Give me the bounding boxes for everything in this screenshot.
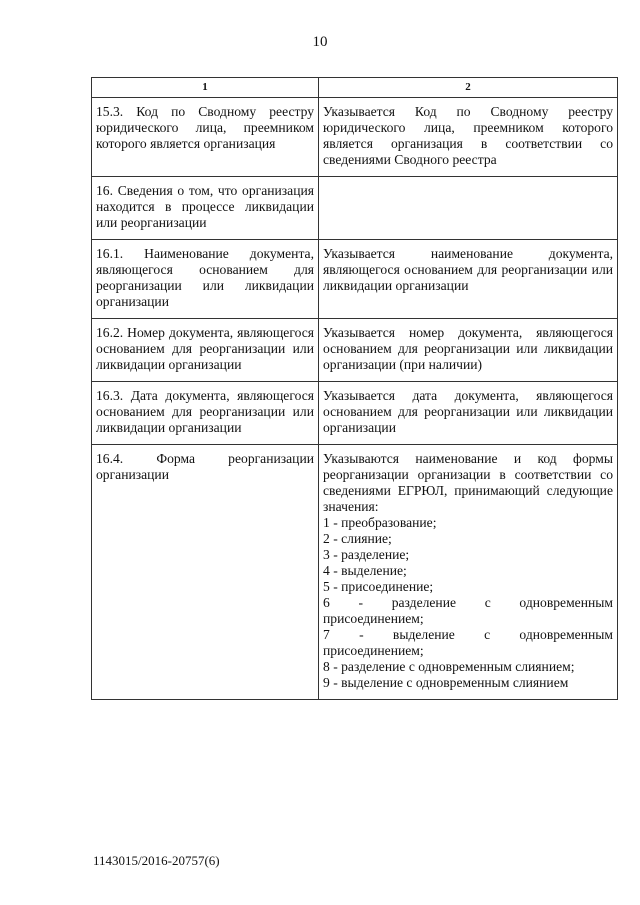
column-header-1: 1 xyxy=(92,78,319,98)
document-code: 1143015/2016-20757(6) xyxy=(93,853,220,868)
reorganization-form-item: 7 - выделение с одновременным присоединением; xyxy=(323,627,613,658)
row-16-3-description: Указывается дата документа, являющегося основанием для реорганизации или ликвидации организации xyxy=(319,382,618,445)
row-16-2-description: Указывается номер документа, являющегося основанием для реорганизации или ликвидации организации (при наличии) xyxy=(319,319,618,382)
reorganization-form-item: 8 - разделение с одновременным слиянием; xyxy=(323,659,575,674)
reorganization-form-item: 4 - выделение; xyxy=(323,563,407,578)
table-row xyxy=(92,177,618,240)
table-row xyxy=(92,98,618,177)
row-16-3-field: 16.3. Дата документа, являющегося основанием для реорганизации или ликвидации организации xyxy=(92,382,319,445)
table-row xyxy=(92,319,618,382)
requirements-table xyxy=(91,77,618,700)
row-15-3-field: 15.3. Код по Сводному реестру юридического лица, преемником которого является организация xyxy=(92,98,319,177)
reorganization-form-item: 6 - разделение с одновременным присоединением; xyxy=(323,595,613,626)
row-16-2-field: 16.2. Номер документа, являющегося основанием для реорганизации или ликвидации организации xyxy=(92,319,319,382)
row-16-4-description xyxy=(319,445,618,700)
reorganization-form-item: 3 - разделение; xyxy=(323,547,410,562)
column-header-2: 2 xyxy=(319,78,618,98)
row-15-3-description: Указывается Код по Сводному реестру юридического лица, преемником которого является организация в соответствии со сведениями Сводного реестра xyxy=(319,98,618,177)
table-header-row xyxy=(92,78,618,98)
row-16-field: 16. Сведения о том, что организация находится в процессе ликвидации или реорганизации xyxy=(92,177,319,240)
table-row xyxy=(92,382,618,445)
reorganization-form-item: 1 - преобразование; xyxy=(323,515,437,530)
row-16-4-field: 16.4. Форма реорганизации организации xyxy=(92,445,319,700)
reorganization-form-item: 5 - присоединение; xyxy=(323,579,434,594)
reorganization-form-item: 2 - слияние; xyxy=(323,531,392,546)
table-row xyxy=(92,240,618,319)
row-16-description xyxy=(319,177,618,240)
row-16-1-description: Указывается наименование документа, являющегося основанием для реорганизации или ликвидации организации xyxy=(319,240,618,319)
row-16-1-field: 16.1. Наименование документа, являющегося основанием для реорганизации или ликвидации организации xyxy=(92,240,319,319)
reorganization-form-item: 9 - выделение с одновременным слиянием xyxy=(323,675,569,690)
reorganization-forms-intro: Указываются наименование и код формы реорганизации организации в соответствии со сведениями ЕГРЮЛ, принимающий следующие значения: xyxy=(323,451,613,514)
page-number: 10 xyxy=(312,34,328,50)
table-row xyxy=(92,445,618,700)
